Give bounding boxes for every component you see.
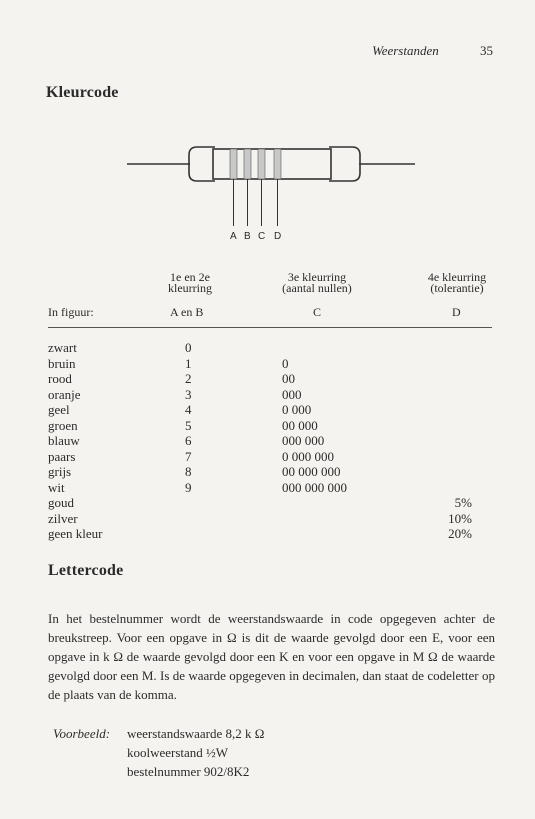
col-c-letter: C — [313, 305, 322, 319]
table-row — [48, 464, 498, 480]
color-name: rood — [48, 371, 72, 386]
tolerance-value: 5% — [454, 495, 472, 510]
page-number: 35 — [480, 43, 493, 58]
digit-value: 6 — [185, 433, 192, 448]
resistor-diagram — [125, 140, 425, 245]
tolerance-value: 10% — [448, 510, 472, 526]
color-name: paars — [48, 448, 76, 464]
col-c-header-line2: (aantal nullen) — [282, 281, 352, 295]
col-c-header — [262, 272, 372, 294]
example-line-2: koolweerstand ½W — [127, 745, 229, 760]
zeros-value: 00 — [282, 371, 295, 386]
in-figuur-label: In figuur: — [48, 305, 94, 319]
digit-value: 1 — [185, 355, 192, 371]
color-band-d — [274, 149, 281, 179]
col-d-header — [415, 272, 499, 294]
col-d-header-line1: 4e kleurring — [427, 270, 487, 284]
color-name: groen — [48, 417, 78, 433]
resistor-cap-right — [329, 147, 360, 181]
color-name: goud — [48, 495, 74, 510]
color-name: geel — [48, 402, 70, 417]
zeros-value: 00 000 — [282, 417, 318, 433]
color-band-b — [244, 149, 251, 179]
zeros-value: 000 000 — [282, 433, 325, 448]
label-a: A — [230, 231, 237, 242]
color-name: geen kleur — [48, 526, 103, 541]
col-c-header-line1: 3e kleurring — [287, 270, 347, 284]
table-row — [48, 480, 498, 496]
zeros-value: 00 000 000 — [282, 464, 341, 479]
col-ab-header-line2: kleurring — [168, 281, 212, 295]
resistor-cap-left — [189, 147, 215, 181]
example-line-1: weerstandswaarde 8,2 k Ω — [127, 726, 265, 741]
digit-value: 7 — [185, 448, 192, 464]
lettercode-paragraph: In het bestelnummer wordt de weerstandswaarde in code opgegeven achter de breukstreep. Voor een opgave in Ω is dit de waarde gevolgd door een E, voor een opgave in k Ω de waarde gevolgd door een K en voor een opgave in M Ω de waarde gevolgd door een M. Is de waarde opgegeven in decimalen, dan staat de codeletter op de plaats van de komma. — [48, 611, 495, 702]
table-row — [48, 526, 498, 542]
zeros-value: 000 — [282, 386, 302, 402]
tolerance-value: 20% — [448, 526, 472, 541]
color-name: blauw — [48, 433, 80, 448]
color-code-table — [48, 340, 498, 542]
color-band-c — [258, 149, 265, 179]
digit-value: 5 — [185, 417, 192, 433]
color-name: grijs — [48, 464, 72, 479]
table-row — [48, 433, 498, 449]
label-c: C — [258, 231, 266, 242]
digit-value: 2 — [185, 371, 192, 386]
running-title: Weerstanden — [372, 43, 439, 58]
digit-value: 8 — [185, 464, 192, 479]
col-ab-letter: A en B — [170, 305, 204, 319]
digit-value: 3 — [185, 386, 192, 402]
col-ab-header-line1: 1e en 2e — [170, 270, 210, 284]
page-header — [372, 43, 493, 59]
col-d-letter: D — [452, 305, 461, 319]
example-block — [53, 724, 264, 781]
color-band-a — [230, 149, 237, 179]
zeros-value: 0 000 — [282, 402, 312, 417]
col-ab-header — [155, 272, 225, 294]
label-d: D — [274, 231, 282, 242]
color-name: wit — [48, 479, 65, 495]
section-title-kleurcode: Kleurcode — [46, 84, 119, 101]
example-line-3: bestelnummer 902/8K2 — [127, 764, 250, 779]
table-divider — [48, 327, 492, 328]
table-row — [48, 340, 498, 356]
zeros-value: 000 000 000 — [282, 479, 347, 495]
color-name: oranje — [48, 386, 81, 402]
table-row — [48, 402, 498, 418]
color-name: bruin — [48, 355, 76, 371]
table-row — [48, 387, 498, 403]
section-title-lettercode: Lettercode — [48, 562, 124, 579]
table-row — [48, 418, 498, 434]
digit-value: 0 — [185, 340, 192, 355]
col-d-header-line2: (tolerantie) — [430, 281, 484, 295]
digit-value: 9 — [185, 479, 192, 495]
zeros-value: 0 — [282, 355, 289, 371]
label-b: B — [244, 231, 251, 242]
color-name: zwart — [48, 340, 77, 355]
table-row — [48, 449, 498, 465]
example-label: Voorbeeld: — [53, 726, 111, 741]
table-row — [48, 356, 498, 372]
color-name: zilver — [48, 510, 78, 526]
table-row — [48, 511, 498, 527]
table-row — [48, 371, 498, 387]
digit-value: 4 — [185, 402, 192, 417]
zeros-value: 0 000 000 — [282, 448, 334, 464]
table-row — [48, 495, 498, 511]
